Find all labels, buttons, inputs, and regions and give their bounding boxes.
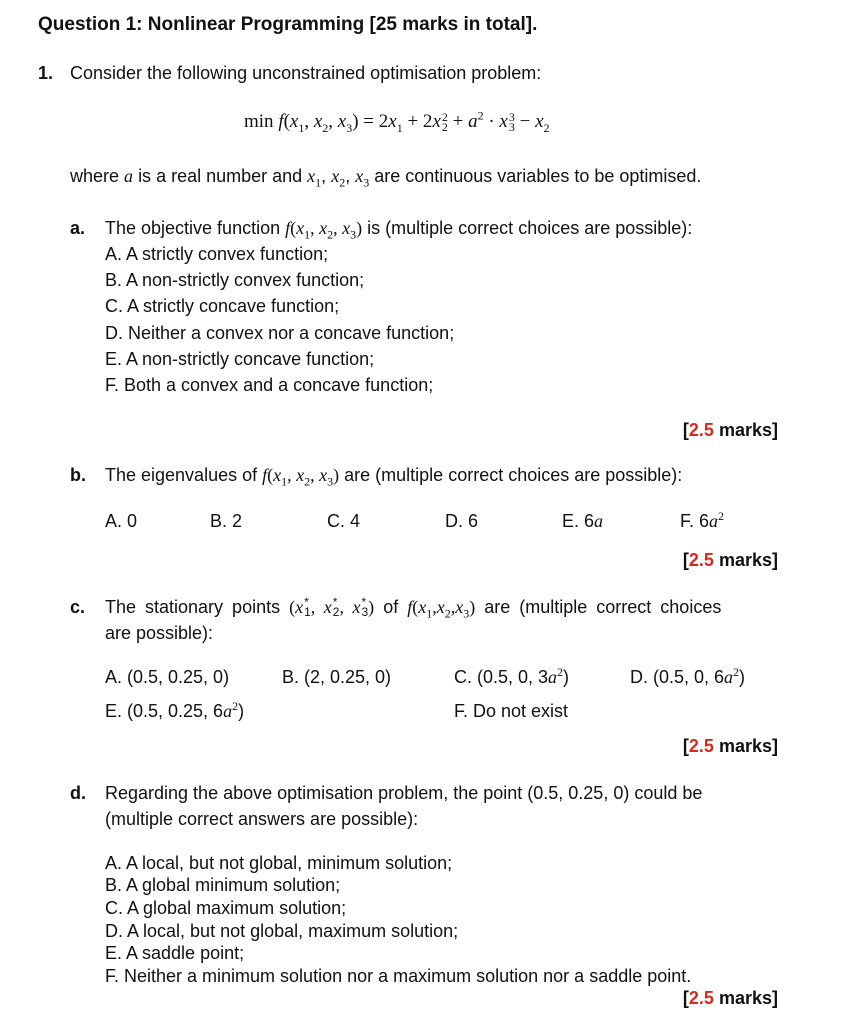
where-line: where a is a real number and $x_1$, $x_2$, $x_3$ are continuous variables to be optimised. [70,166,702,190]
page-title: Question 1: Nonlinear Programming [25 marks in total]. [38,14,538,35]
part-a-option-d: D. Neither a convex nor a concave function; [105,323,455,343]
part-b-option-c: C. 4 [327,511,361,531]
part-a-stem: The objective function $f(x_1$, $x_2$, $x_3$) is (multiple correct choices are possible): [105,218,693,242]
part-a-label: a. [70,218,86,238]
objective-formula: $\min f(x_1$, $x_2$, $x_3) = 2x_1 + 2x$ 2 2 + $a^2 \cdot x$ 3 3 − $x_2$ [244,108,550,135]
part-c-stem: The stationary points (x * 1 , x * 2 , x * 3 ) of $f(x_1,x_2,x_3)$ are (multiple correct choices [105,595,722,621]
part-a-option-b: B. A non-strictly convex function; [105,270,365,290]
part-d-stem-line1: Regarding the above optimisation problem, the point (0.5, 0.25, 0) could be [105,783,703,803]
part-d-option-d: D. A local, but not global, maximum solution; [105,921,459,941]
part-d-marks: [2.5 marks] [682,988,778,1008]
question-intro: Consider the following unconstrained optimisation problem: [70,63,542,83]
part-d-option-b: B. A global minimum solution; [105,875,341,895]
part-b-option-f: F. $6a^2$ [680,509,725,531]
part-c-option-c: C. (0.5, 0, $3a^2$) [454,665,570,687]
part-d-option-f: F. Neither a minimum solution nor a maximum solution nor a saddle point. [105,966,692,986]
part-c-option-f: F. Do not exist [454,701,569,721]
part-d-option-e: E. A saddle point; [105,943,245,963]
part-d-stem-line2: (multiple correct answers are possible): [105,809,419,829]
part-b-option-d: D. 6 [445,511,479,531]
part-d-label: d. [70,783,86,803]
part-b-option-e: E. 6a [562,511,604,531]
part-c-option-a: A. (0.5, 0.25, 0) [105,667,230,687]
question-number: 1. [38,63,54,83]
part-b-stem: The eigenvalues of $f(x_1$, $x_2$, $x_3$) are (multiple correct choices are possible): [105,465,683,489]
part-b-option-b: B. 2 [210,511,243,531]
part-a-option-f: F. Both a convex and a concave function; [105,375,434,395]
part-d-option-a: A. A local, but not global, minimum solution; [105,853,453,873]
part-c-option-e: E. (0.5, 0.25, $6a^2$) [105,699,245,721]
part-c-option-d: D. (0.5, 0, $6a^2$) [630,665,746,687]
part-a-option-e: E. A non-strictly concave function; [105,349,375,369]
part-d-option-c: C. A global maximum solution; [105,898,347,918]
part-c-marks: [2.5 marks] [682,736,778,756]
part-b-option-a: A. 0 [105,511,138,531]
part-a-option-c: C. A strictly concave function; [105,296,340,316]
part-c-stem-line2: are possible): [105,623,214,643]
part-a-marks: [2.5 marks] [682,420,778,440]
part-a-option-a: A. A strictly convex function; [105,244,329,264]
part-b-marks: [2.5 marks] [682,550,778,570]
part-b-label: b. [70,465,86,485]
part-c-option-b: B. (2, 0.25, 0) [282,667,392,687]
part-c-label: c. [70,597,86,617]
